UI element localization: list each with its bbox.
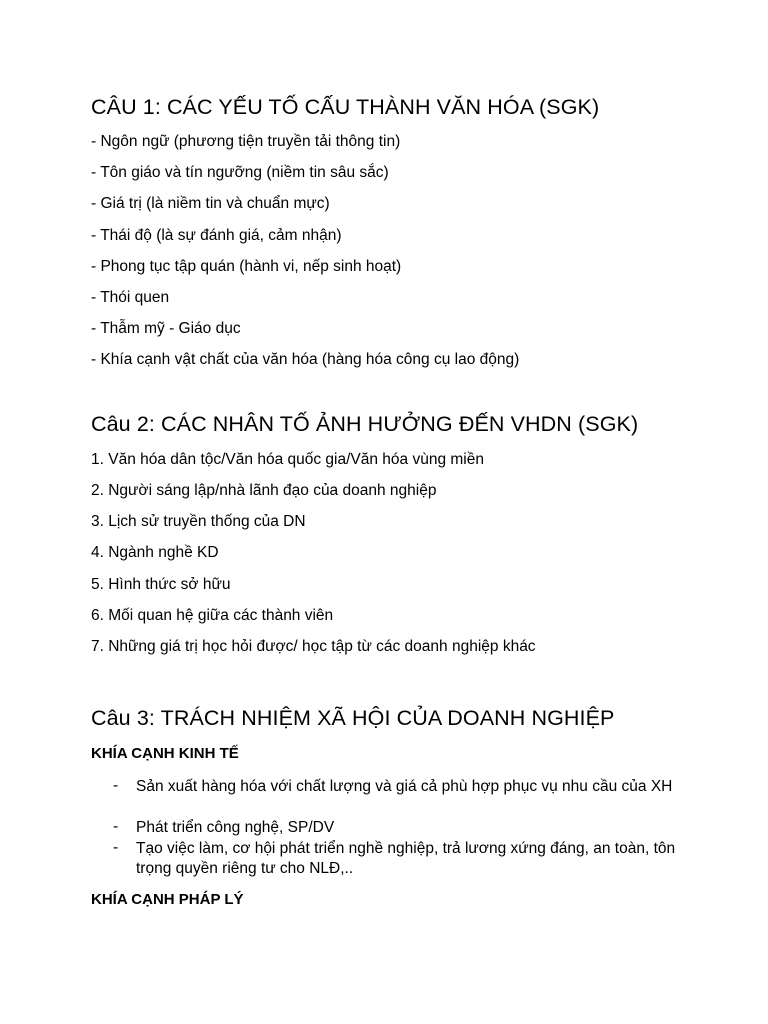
section-1-item-2: - Tôn giáo và tín ngưỡng (niềm tin sâu sắc) [91, 164, 389, 181]
bullet-dash: - [113, 777, 119, 794]
section-2-item-1: 1. Văn hóa dân tộc/Văn hóa quốc gia/Văn hóa vùng miền [91, 451, 484, 468]
section-2-item-5: 5. Hình thức sở hữu [91, 576, 231, 593]
subsection-economic-heading: KHÍA CẠNH KINH TẾ [91, 745, 239, 762]
bullet-item-1 [91, 777, 691, 817]
section-2-item-4: 4. Ngành nghề KD [91, 544, 219, 561]
section-2-item-3: 3. Lịch sử truyền thống của DN [91, 513, 306, 530]
section-2-title: Câu 2: CÁC NHÂN TỐ ẢNH HƯỞNG ĐẾN VHDN (SGK) [91, 412, 639, 436]
section-1-item-3: - Giá trị (là niềm tin và chuẩn mực) [91, 195, 330, 212]
section-2-item-6: 6. Mối quan hệ giữa các thành viên [91, 607, 334, 624]
section-1-item-7: - Thẫm mỹ - Giáo dục [91, 320, 241, 337]
bullet-item-2 [91, 818, 691, 838]
section-2-item-7: 7. Những giá trị học hỏi được/ học tập từ các doanh nghiệp khác [91, 638, 536, 655]
section-1-item-6: - Thói quen [91, 289, 170, 306]
section-2-item-2: 2. Người sáng lập/nhà lãnh đạo của doanh nghiệp [91, 482, 437, 499]
section-1-title: CÂU 1: CÁC YẾU TỐ CẤU THÀNH VĂN HÓA (SGK) [91, 95, 600, 119]
section-1-item-4: - Thái độ (là sự đánh giá, cảm nhận) [91, 227, 342, 244]
bullet-dash: - [113, 818, 119, 835]
bullet-dash: - [113, 839, 119, 856]
section-1-item-5: - Phong tục tập quán (hành vi, nếp sinh hoạt) [91, 258, 402, 275]
bullet-text: Tạo việc làm, cơ hội phát triển nghề nghiệp, trả lương xứng đáng, an toàn, tôn trọng quyền riêng tư cho NLĐ,.. [136, 840, 676, 877]
section-1-item-1: - Ngôn ngữ (phương tiện truyền tải thông tin) [91, 133, 401, 150]
section-3-title: Câu 3: TRÁCH NHIỆM XÃ HỘI CỦA DOANH NGHIỆP [91, 706, 615, 730]
subsection-legal-heading: KHÍA CẠNH PHÁP LÝ [91, 891, 244, 908]
section-1-item-8: - Khía cạnh vật chất của văn hóa (hàng hóa công cụ lao động) [91, 351, 520, 368]
bullet-text: Sản xuất hàng hóa với chất lượng và giá cả phù hợp phục vụ nhu cầu của XH [136, 778, 673, 795]
bullet-text: Phát triển công nghệ, SP/DV [136, 819, 335, 836]
bullet-item-3 [91, 839, 691, 879]
